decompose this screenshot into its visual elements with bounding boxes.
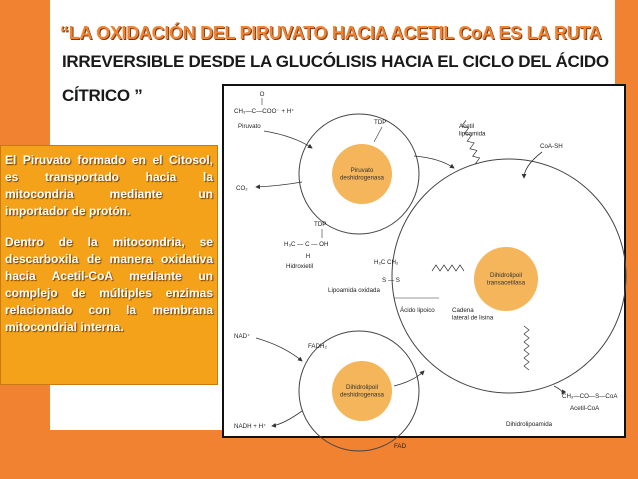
hydroxyethyl-label: Hidroxietil	[286, 263, 314, 270]
acetyl-lipoamide-text: Acetil	[459, 123, 475, 130]
acetyl-coa-label: Acetil-CoA	[570, 405, 600, 412]
e3-to-e2-arrow	[394, 371, 424, 386]
lipoic-acid-label: Ácido lipoico	[400, 307, 435, 314]
tpp-bottom-label: TDP	[314, 221, 327, 228]
explanation-textbox	[0, 145, 218, 385]
lipoamide-oxidized-formula: H₂C CH₂	[374, 259, 399, 266]
coash-label: CoA-SH	[540, 143, 563, 150]
paragraph-pyruvate-transport: El Piruvato formado en el Citosol, es transportado hacia la mitocondria mediante un importador de protón.	[5, 153, 213, 218]
tpp-top-label: TDP	[374, 119, 387, 126]
hydroxyethyl-h: H	[305, 253, 311, 260]
acetyl-lipoamide-label	[459, 123, 486, 138]
e1-to-e2-arrow	[414, 156, 454, 168]
nad-label: NAD⁺	[234, 333, 251, 340]
e2-label-text: Dihidrolipoil	[490, 272, 522, 279]
oxidized-lipoamide-label: Lipoamida oxidada	[328, 287, 380, 294]
slide-title-line1: “LA OXIDACIÓN DEL PIRUVATO HACIA ACETIL CoA ES LA RUTA	[60, 23, 602, 43]
nadh-arrow	[272, 411, 302, 426]
e2-label-text-line: transacetilasa	[486, 279, 526, 287]
slide-title-line2: IRREVERSIBLE DESDE LA GLUCÓLISIS HACIA EL CICLO DEL ÁCIDO	[62, 52, 609, 71]
e1-label-text: Piruvato	[350, 167, 374, 174]
dihydrolipoamide-label: Dihidrolipoamida	[506, 421, 553, 428]
hydroxyethyl-formula: H₃C — C — OH	[284, 241, 329, 248]
pyruvate-formula: CH₃—C—COO⁻ + H⁺	[234, 108, 295, 115]
lysine-chain-text: Cadena	[452, 307, 474, 314]
slide-title-line3: CÍTRICO ”	[62, 86, 143, 105]
e3-enzyme-label	[340, 384, 385, 399]
fadh2-label: FADH₂	[308, 343, 327, 350]
e3-label-text-line: deshidrogenasa	[339, 391, 385, 399]
acetyl-lipoamide-text-line: lipoamida	[459, 130, 486, 138]
pyruvate-dehydrogenase-diagram	[222, 84, 626, 450]
fad-label: FAD	[394, 443, 407, 450]
paragraph-oxidative-decarboxylation: Dentro de la mitocondria, se descarboxila de manera oxidativa hacia Acetil-CoA mediante un complejo de múltiples enzimas relacionado con la membrana mitocondrial interna.	[5, 235, 213, 334]
tpp-top-leader	[374, 127, 382, 142]
acetyl-coa-formula: CH₃—CO—S—CoA	[562, 393, 618, 400]
co2-arrow	[256, 182, 302, 187]
e3-label-text: Dihidrolipoil	[346, 384, 378, 391]
pyruvate-label: Piruvato	[238, 123, 261, 130]
lysine-chain-text-line: lateral de lisina	[452, 314, 494, 322]
lipoamide-s-s: S — S	[382, 277, 400, 284]
nadh-label: NADH + H⁺	[234, 423, 267, 430]
coash-arrow	[524, 152, 542, 178]
e1-label-text-line: deshidrogenasa	[339, 174, 385, 182]
lysine-chain-label	[452, 307, 494, 322]
lipoyl-arm-bottom	[524, 326, 529, 370]
nad-arrow	[256, 338, 302, 361]
co2-label: CO₂	[236, 185, 248, 192]
e2-enzyme-label	[487, 272, 526, 287]
carbonyl-o: O	[259, 91, 265, 98]
pyruvate-arrow	[264, 131, 312, 148]
lipoyl-arm-middle	[432, 265, 464, 271]
